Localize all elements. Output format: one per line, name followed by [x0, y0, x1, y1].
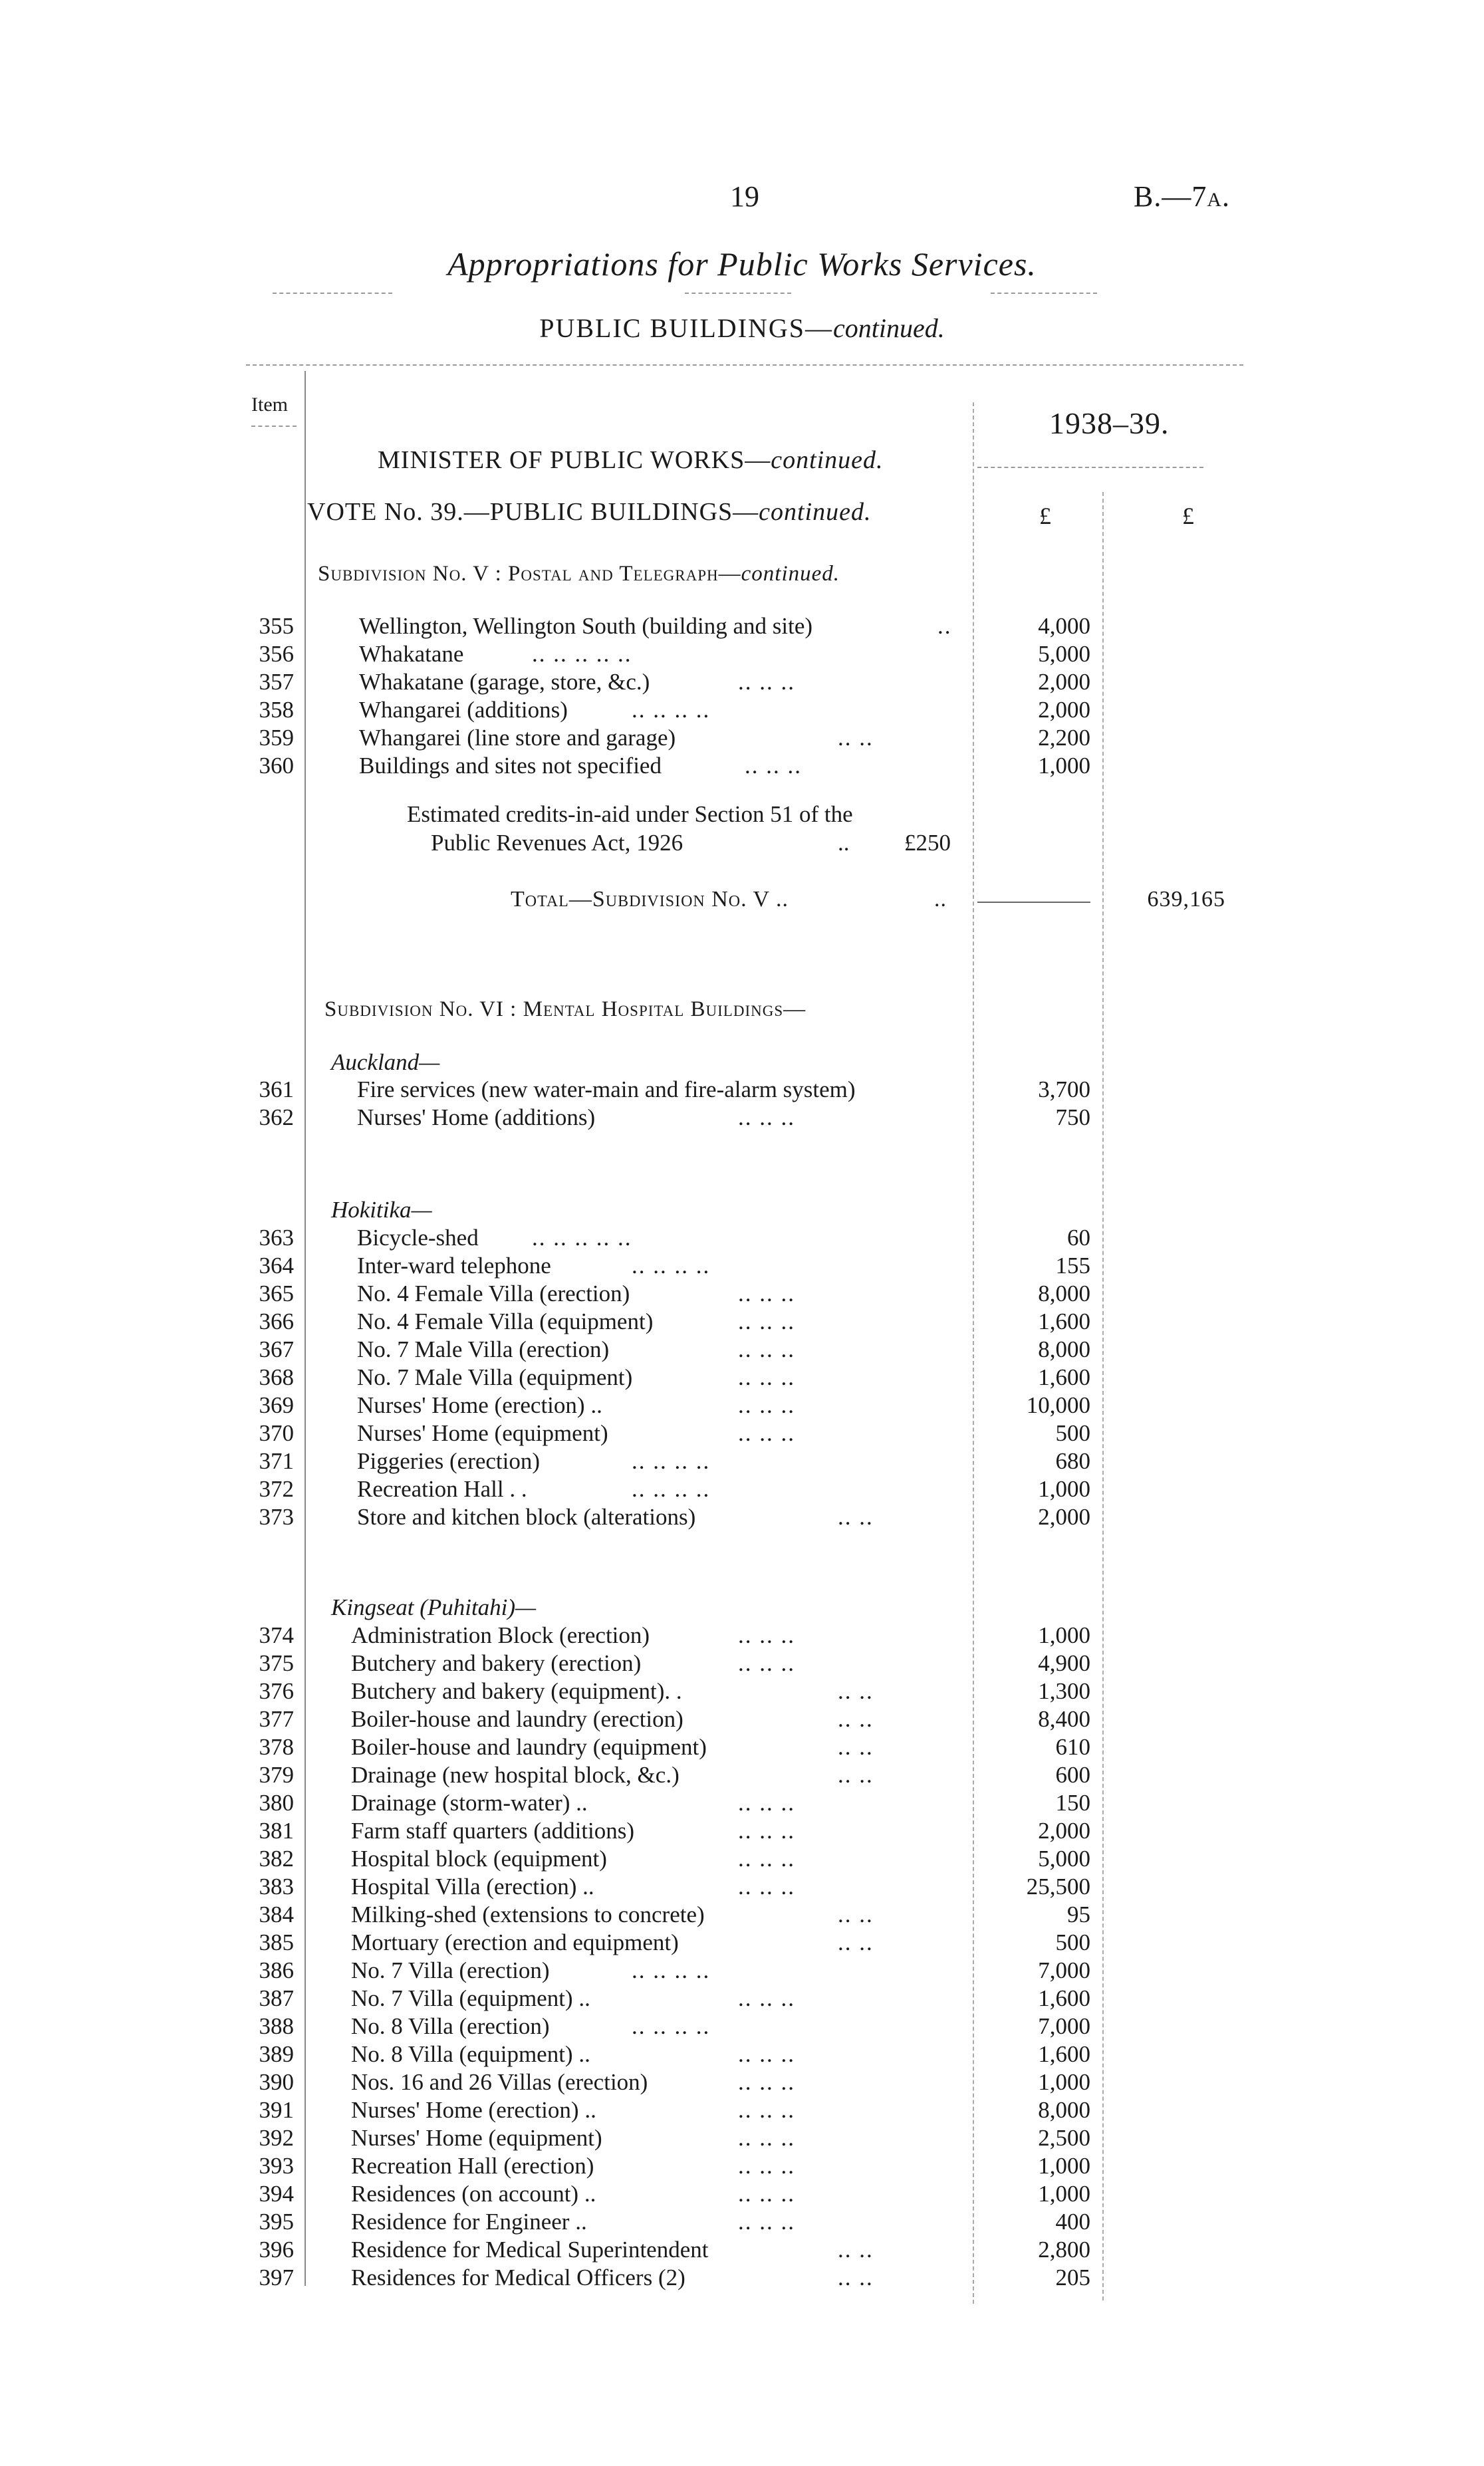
table-row: 359 Whangarei (line store and garage) .. .. 2,200	[259, 725, 1090, 751]
table-row: 355 Wellington, Wellington South (building and site) .. 4,000	[259, 613, 1090, 639]
table-row: 366 No. 4 Female Villa (equipment) .. .. .. 1,600	[259, 1308, 1090, 1334]
subdivision-v-total-label: Total—Subdivision No. V ..	[511, 887, 789, 912]
table-row: 371 Piggeries (erection) .. .. .. .. 680	[259, 1448, 1090, 1474]
table-row: 377 Boiler-house and laundry (erection) .. .. 8,400	[259, 1706, 1090, 1732]
page-number: 19	[730, 180, 759, 213]
table-row: 391 Nurses' Home (erection) .. .. .. .. 8,000	[259, 2097, 1090, 2123]
total-dots: ..	[934, 887, 947, 912]
table-row: 374 Administration Block (erection) .. .. .. 1,000	[259, 1622, 1090, 1648]
credits-in-aid-note: Public Revenues Act, 1926	[431, 830, 683, 856]
table-row: 357 Whakatane (garage, store, &c.) .. .. .. 2,000	[259, 669, 1090, 695]
table-row: 394 Residences (on account) .. .. .. .. 1,000	[259, 2181, 1090, 2207]
table-row: 396 Residence for Medical Superintendent .. .. 2,800	[259, 2237, 1090, 2263]
table-row: 363 Bicycle-shed .. .. .. .. .. 60	[259, 1225, 1090, 1251]
table-row: 385 Mortuary (erection and equipment) .. .. 500	[259, 1929, 1090, 1955]
table-row: 380 Drainage (storm-water) .. .. .. .. 150	[259, 1790, 1090, 1816]
table-row: 395 Residence for Engineer .. .. .. .. 400	[259, 2209, 1090, 2235]
table-row: 386 No. 7 Villa (erection) .. .. .. .. 7,000	[259, 1957, 1090, 1983]
year-underline	[977, 467, 1203, 468]
table-row: 381 Farm staff quarters (additions) .. .. .. 2,000	[259, 1818, 1090, 1844]
subdivision-v-heading: Subdivision No. V : Postal and Telegraph—continued.	[318, 562, 840, 586]
table-row: 376 Butchery and bakery (equipment). . .. .. 1,300	[259, 1678, 1090, 1704]
table-row: 356 Whakatane .. .. .. .. .. 5,000	[259, 641, 1090, 667]
table-row: 390 Nos. 16 and 26 Villas (erection) .. .. .. 1,000	[259, 2069, 1090, 2095]
table-row: 388 No. 8 Villa (erection) .. .. .. .. 7,000	[259, 2013, 1090, 2039]
credits-in-aid-note: Estimated credits-in-aid under Section 51 of the	[407, 801, 853, 827]
table-row: 383 Hospital Villa (erection) .. .. .. .. 25,500	[259, 1874, 1090, 1900]
table-row: 367 No. 7 Male Villa (erection) .. .. .. 8,000	[259, 1336, 1090, 1362]
table-row: 384 Milking-shed (extensions to concrete) .. .. 95	[259, 1902, 1090, 1927]
table-row: 382 Hospital block (equipment) .. .. .. 5,000	[259, 1846, 1090, 1872]
table-row: 368 No. 7 Male Villa (equipment) .. .. .. 1,600	[259, 1364, 1090, 1390]
table-row: 393 Recreation Hall (erection) .. .. .. 1,000	[259, 2153, 1090, 2179]
table-row: 392 Nurses' Home (equipment) .. .. .. 2,500	[259, 2125, 1090, 2151]
section-subtitle: PUBLIC BUILDINGS—continued.	[539, 313, 945, 343]
item-column-header: Item	[251, 394, 288, 416]
table-row: 387 No. 7 Villa (equipment) .. .. .. .. 1,600	[259, 1985, 1090, 2011]
table-row: 372 Recreation Hall . . .. .. .. .. 1,000	[259, 1476, 1090, 1502]
table-row: 375 Butchery and bakery (erection) .. .. .. 4,900	[259, 1650, 1090, 1676]
page-title: Appropriations for Public Works Services.	[447, 245, 1037, 283]
document-reference: B.—7A.	[1133, 180, 1230, 213]
total-rule	[977, 902, 1090, 903]
subdivision-vi-heading: Subdivision No. VI : Mental Hospital Buildings—	[324, 997, 806, 1021]
table-row: 362 Nurses' Home (additions) .. .. .. 750	[259, 1104, 1090, 1130]
subdivision-v-total: 639,165	[1147, 887, 1225, 912]
financial-year: 1938–39.	[1049, 406, 1170, 440]
table-row: 370 Nurses' Home (equipment) .. .. .. 500	[259, 1420, 1090, 1446]
table-row: 373 Store and kitchen block (alterations) .. .. 2,000	[259, 1504, 1090, 1530]
table-row: 397 Residences for Medical Officers (2) .. .. 205	[259, 2265, 1090, 2290]
minister-heading: MINISTER OF PUBLIC WORKS—continued.	[378, 446, 884, 474]
table-top-rule	[246, 364, 1243, 366]
table-row: 358 Whangarei (additions) .. .. .. .. 2,000	[259, 697, 1090, 723]
table-row: 389 No. 8 Villa (equipment) .. .. .. .. 1,600	[259, 2041, 1090, 2067]
table-row: 378 Boiler-house and laundry (equipment) .. .. 610	[259, 1734, 1090, 1760]
table-row: 364 Inter-ward telephone .. .. .. .. 155	[259, 1253, 1090, 1279]
currency-symbol: £	[1039, 503, 1051, 529]
location-heading-hokitika: Hokitika—	[331, 1197, 432, 1223]
location-heading-auckland: Auckland—	[331, 1049, 440, 1075]
divider	[991, 293, 1097, 294]
item-header-rule	[251, 426, 297, 427]
vote-heading: VOTE No. 39.—PUBLIC BUILDINGS—continued.	[307, 498, 872, 526]
credits-dots: ..	[838, 830, 850, 856]
table-row: 361 Fire services (new water-main and fire-alarm system) 3,700	[259, 1076, 1090, 1102]
table-row: 360 Buildings and sites not specified .. .. .. 1,000	[259, 753, 1090, 779]
currency-symbol: £	[1182, 503, 1194, 529]
table-row: 369 Nurses' Home (erection) .. .. .. .. 10,000	[259, 1392, 1090, 1418]
location-heading-kingseat: Kingseat (Puhitahi)—	[331, 1594, 537, 1620]
table-row: 365 No. 4 Female Villa (erection) .. .. .. 8,000	[259, 1281, 1090, 1306]
credits-in-aid-amount: £250	[904, 830, 951, 856]
table-row: 379 Drainage (new hospital block, &c.) .. .. 600	[259, 1762, 1090, 1788]
divider	[273, 293, 392, 294]
divider	[685, 293, 791, 294]
